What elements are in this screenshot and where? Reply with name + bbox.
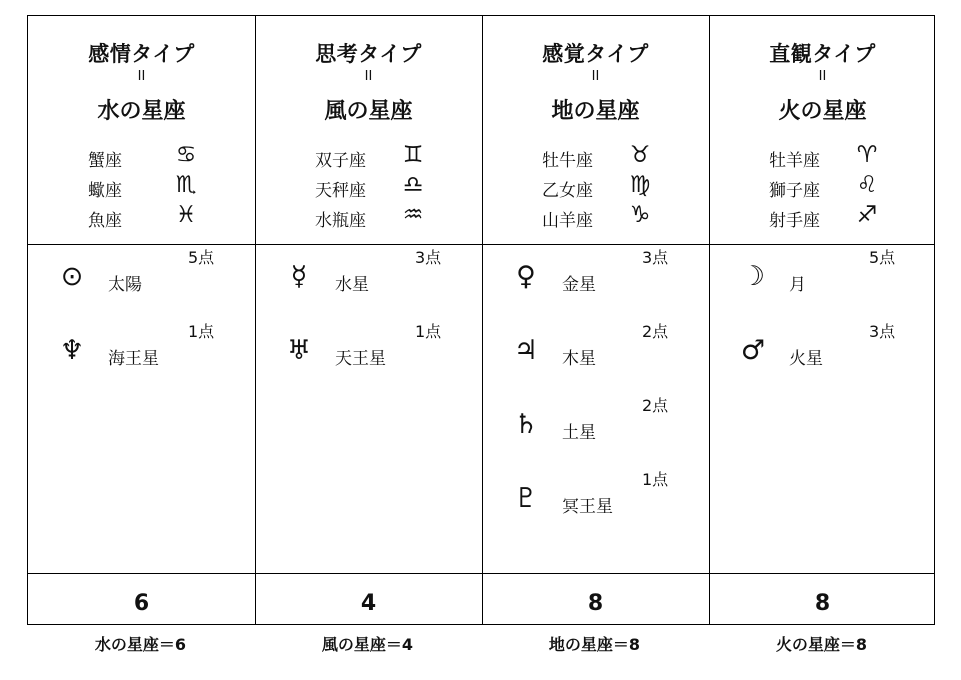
sign-name: 山羊座 [542, 211, 593, 231]
column-water [28, 16, 255, 626]
planet-points: 2点 [642, 396, 669, 415]
planet-row [482, 467, 709, 527]
planet-row [28, 245, 255, 305]
column-fire [709, 16, 936, 626]
equals-mark: II [137, 69, 146, 84]
planet-name: 水星 [335, 275, 369, 295]
summary-earth: 地の星座＝8 [548, 635, 641, 654]
element-title: 地の星座 [551, 99, 640, 124]
neptune-icon: ♆ [59, 335, 85, 366]
column-earth [482, 16, 709, 626]
equals-mark: II [591, 69, 600, 84]
element-title: 火の星座 [778, 99, 867, 124]
planet-name: 冥王星 [562, 497, 613, 517]
planet-list [482, 245, 709, 573]
column-header [28, 16, 255, 244]
column-header [255, 16, 482, 244]
sagittarius-icon: ♐︎ [856, 202, 878, 228]
planet-name: 金星 [562, 275, 596, 295]
planet-row [482, 393, 709, 453]
planet-points: 3点 [415, 248, 442, 267]
aquarius-icon: ♒︎ [402, 202, 424, 228]
planet-row [709, 245, 936, 305]
type-title: 感覚タイプ [542, 42, 649, 66]
aries-icon: ♈︎ [856, 142, 878, 168]
elements-table [27, 15, 935, 625]
pisces-icon: ♓︎ [175, 202, 197, 228]
planet-name: 土星 [562, 423, 596, 443]
planet-name: 木星 [562, 349, 596, 369]
sign-list [482, 142, 709, 232]
planet-name: 天王星 [335, 349, 386, 369]
summary-water: 水の星座＝6 [94, 635, 187, 654]
sign-row [482, 202, 709, 232]
sign-name: 双子座 [315, 151, 366, 171]
equals-mark: II [818, 69, 827, 84]
taurus-icon: ♉︎ [629, 142, 651, 168]
total-value: 4 [360, 591, 377, 616]
sign-row [709, 142, 936, 172]
sign-name: 獅子座 [769, 181, 820, 201]
planet-points: 1点 [188, 322, 215, 341]
planet-points: 1点 [415, 322, 442, 341]
sign-name: 蠍座 [88, 181, 122, 201]
planet-name: 火星 [789, 349, 823, 369]
jupiter-icon: ♃ [513, 335, 539, 366]
venus-icon: ♀ [516, 261, 536, 292]
planet-points: 3点 [869, 322, 896, 341]
planet-points: 2点 [642, 322, 669, 341]
planet-list [709, 245, 936, 573]
planet-name: 月 [789, 275, 806, 295]
total-value: 8 [587, 591, 604, 616]
sign-name: 乙女座 [542, 181, 593, 201]
sign-name: 牡牛座 [542, 151, 593, 171]
column-air [255, 16, 482, 626]
type-title: 感情タイプ [88, 42, 195, 66]
sign-list [255, 142, 482, 232]
sign-list [28, 142, 255, 232]
type-title: 思考タイプ [315, 42, 422, 66]
sign-row [709, 202, 936, 232]
virgo-icon: ♍︎ [629, 172, 651, 198]
type-title: 直観タイプ [769, 42, 876, 66]
planet-row [255, 319, 482, 379]
planet-name: 海王星 [108, 349, 159, 369]
sign-row [28, 172, 255, 202]
sign-row [482, 142, 709, 172]
total-value: 6 [133, 591, 150, 616]
gemini-icon: ♊︎ [402, 142, 424, 168]
equals-mark: II [364, 69, 373, 84]
sign-row [709, 172, 936, 202]
planet-list [255, 245, 482, 573]
mercury-icon: ☿ [290, 261, 308, 292]
sign-name: 天秤座 [315, 181, 366, 201]
total-value: 8 [814, 591, 831, 616]
summary-fire: 火の星座＝8 [775, 635, 868, 654]
uranus-icon: ♅ [286, 335, 312, 366]
sign-name: 牡羊座 [769, 151, 820, 171]
pluto-icon: ♇ [513, 483, 539, 514]
saturn-icon: ♄ [513, 409, 539, 440]
sign-name: 魚座 [88, 211, 122, 231]
libra-icon: ♎︎ [402, 172, 424, 198]
cancer-icon: ♋︎ [175, 142, 197, 168]
sign-row [482, 172, 709, 202]
planet-points: 5点 [869, 248, 896, 267]
sign-row [28, 202, 255, 232]
element-title: 水の星座 [97, 99, 186, 124]
scorpio-icon: ♏︎ [175, 172, 197, 198]
sign-row [255, 172, 482, 202]
planet-row [482, 245, 709, 305]
sign-list [709, 142, 936, 232]
planet-row [255, 245, 482, 305]
mars-icon: ♂ [740, 335, 766, 366]
column-header [709, 16, 936, 244]
sign-name: 水瓶座 [315, 211, 366, 231]
planet-points: 1点 [642, 470, 669, 489]
moon-icon: ☽ [740, 261, 766, 292]
sign-name: 蟹座 [88, 151, 122, 171]
capricorn-icon: ♑︎ [629, 202, 651, 228]
column-header [482, 16, 709, 244]
summary-air: 風の星座＝4 [321, 635, 414, 654]
planet-list [28, 245, 255, 573]
planet-row [482, 319, 709, 379]
sign-row [28, 142, 255, 172]
planet-points: 5点 [188, 248, 215, 267]
sun-icon: ⊙ [60, 261, 84, 292]
sign-name: 射手座 [769, 211, 820, 231]
planet-name: 太陽 [108, 275, 142, 295]
planet-row [709, 319, 936, 379]
planet-row [28, 319, 255, 379]
planet-points: 3点 [642, 248, 669, 267]
sign-row [255, 142, 482, 172]
leo-icon: ♌︎ [856, 172, 878, 198]
sign-row [255, 202, 482, 232]
element-title: 風の星座 [324, 99, 413, 124]
